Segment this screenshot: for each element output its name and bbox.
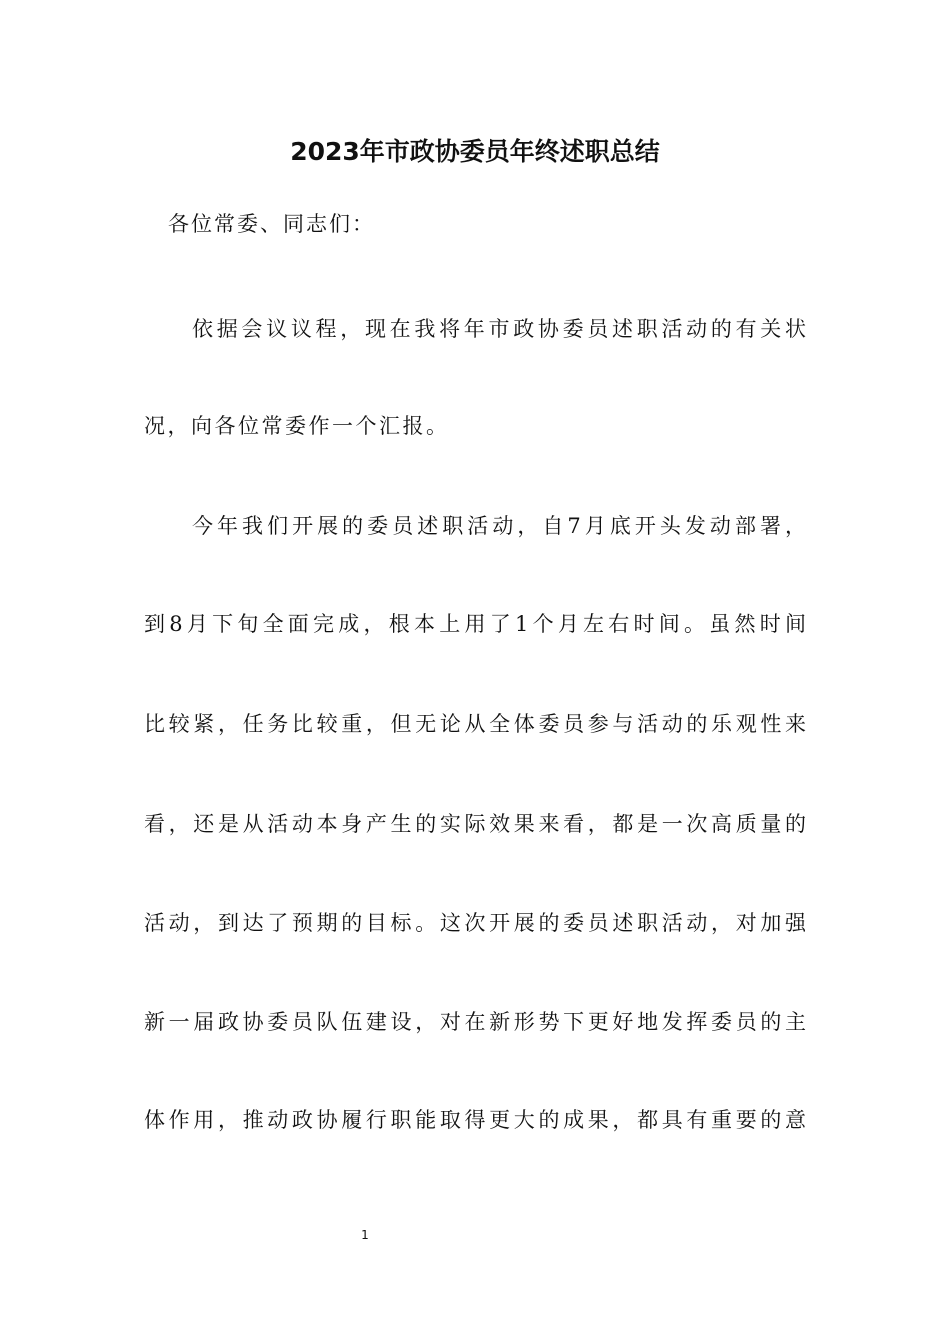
paragraph-line: 活动，到达了预期的目标。这次开展的委员述职活动，对加强 (144, 911, 806, 935)
paragraph-line: 新一届政协委员队伍建设，对在新形势下更好地发挥委员的主 (144, 1010, 806, 1034)
page-number: 1 (361, 1228, 369, 1242)
paragraph-line: 况，向各位常委作一个汇报。 (144, 414, 450, 438)
paragraph-line: 体作用，推动政协履行职能取得更大的成果，都具有重要的意 (144, 1108, 806, 1132)
greeting-line: 各位常委、同志们： (168, 212, 375, 236)
document-title: 2023年市政协委员年终述职总结 (290, 137, 660, 166)
paragraph-line: 比较紧，任务比较重，但无论从全体委员参与活动的乐观性来 (144, 712, 806, 736)
paragraph-line: 依据会议议程，现在我将年市政协委员述职活动的有关状 (192, 317, 806, 341)
paragraph-line: 到8月下旬全面完成，根本上用了1个月左右时间。虽然时间 (144, 612, 806, 636)
paragraph-line: 看，还是从活动本身产生的实际效果来看，都是一次高质量的 (144, 812, 806, 836)
paragraph-line: 今年我们开展的委员述职活动，自7月底开头发动部署， (192, 514, 806, 538)
